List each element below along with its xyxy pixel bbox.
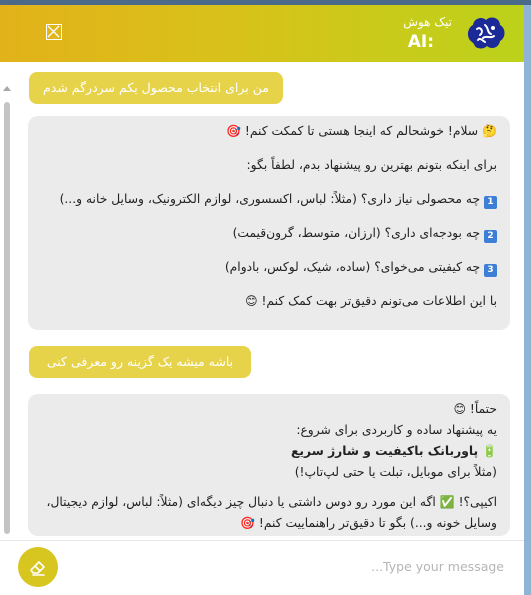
chat-messages[interactable]	[0, 62, 524, 540]
keycap-3-icon: 3	[484, 264, 497, 277]
greeting-text: سلام! خوشحالم که اینجا هستی تا کمکت کنم!	[244, 124, 479, 138]
assistant-message-1	[28, 116, 510, 330]
question-text: چه بودجه‌ای داری؟ (ارزان، متوسط، گرون‌قیمت)	[232, 226, 481, 240]
user-message-2	[29, 346, 251, 378]
smiling-face-icon: 😊	[453, 402, 466, 416]
assistant-message-2	[28, 394, 510, 536]
followup-line	[40, 492, 497, 534]
user-message-text: من برای انتخاب محصول یکم سردرگم شدم	[43, 80, 269, 95]
keycap-1-icon: 1	[484, 196, 497, 209]
target-icon: 🎯	[240, 516, 255, 530]
user-message-text: باشه میشه یک گزینه رو معرفی کنی	[46, 354, 234, 369]
close-icon[interactable]	[46, 24, 62, 40]
followup-text: اگه این مورد رو دوس داشتی یا دنبال چیز دیگه‌ای (مثلاً: لباس، لوازم دیجیتال، وسایل خونه و...) بگو تا دقیق‌تر راهنماییت کنم!	[46, 495, 497, 530]
closing-text: با این اطلاعات می‌تونم دقیق‌تر بهت کمک کنم!	[261, 294, 497, 308]
eraser-icon[interactable]	[18, 547, 58, 587]
product-name: پاوربانک باکیفیت و شارژ سریع	[291, 444, 479, 458]
suggestion-intro: یه پیشنهاد ساده و کاربردی برای شروع:	[296, 423, 497, 437]
question-text: چه محصولی نیاز داری؟ (مثلاً: لباس، اکسسوری، لوازم الکترونیک، وسایل خانه و...)	[59, 192, 481, 206]
question-1	[40, 189, 497, 210]
brand-name: تیک هوش	[403, 15, 452, 29]
intro-text: برای اینکه بتونم بهترین رو پیشنهاد بدم، لطفاً بگو:	[246, 158, 497, 172]
message-line	[40, 399, 497, 420]
thinking-face-icon: 🤔	[482, 124, 497, 138]
brain-logo-icon	[463, 12, 507, 56]
battery-icon: 🔋	[482, 444, 497, 458]
followup-start: اکیپی؟!	[458, 495, 497, 509]
check-mark-icon: ✅	[439, 495, 455, 509]
message-composer	[0, 540, 524, 595]
chat-header	[0, 5, 524, 62]
product-note: (مثلاً برای موبایل، تبلت یا حتی لپ‌تاپ!)	[294, 465, 497, 479]
message-input[interactable]: ...Type your message	[371, 559, 504, 574]
window-right-edge	[524, 5, 531, 595]
scroll-up-arrow-icon[interactable]	[3, 86, 11, 91]
reply-text: حتماً!	[469, 402, 497, 416]
assistant-label: AI:	[407, 32, 434, 52]
user-message-1	[29, 72, 283, 104]
question-3	[40, 257, 497, 278]
message-line	[40, 121, 497, 142]
scrollbar-thumb[interactable]	[4, 102, 10, 534]
product-line	[40, 441, 497, 462]
closing-line	[40, 291, 497, 312]
question-2	[40, 223, 497, 244]
target-icon: 🎯	[226, 124, 241, 138]
question-text: چه کیفیتی می‌خوای؟ (ساده، شیک، لوکس، بادوام)	[224, 260, 481, 274]
smiling-face-icon: 😊	[245, 294, 258, 308]
keycap-2-icon: 2	[484, 230, 497, 243]
